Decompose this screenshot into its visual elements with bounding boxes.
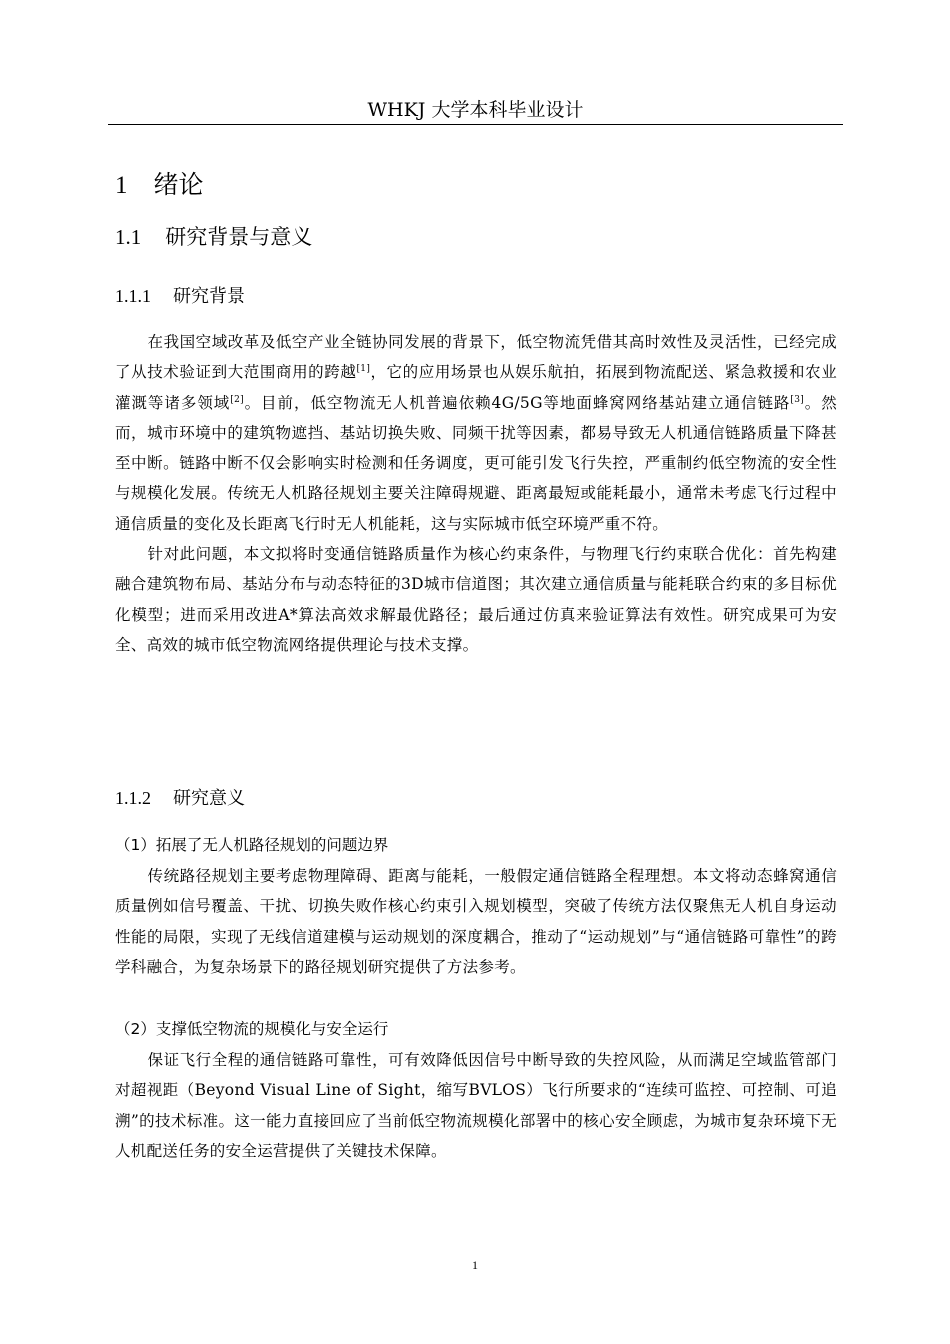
subsection-title: 研究背景	[173, 286, 245, 307]
page-number: 1	[472, 1258, 478, 1272]
significance-item-1-title: （1）拓展了无人机路径规划的问题边界	[115, 836, 389, 854]
chapter-title: 绪论	[153, 170, 204, 199]
text-run: ，它的应用场景也从娱乐航拍，拓展到物流配送、紧急救援和农业灌溉等诸多领域	[115, 363, 837, 412]
background-paragraph-2: 针对此问题，本文拟将时变通信链路质量作为核心约束条件，与物理飞行约束联合优化：首先构建融合建筑物布局、基站分布与动态特征的3D城市信道图；其次建立通信质量与能耗联合约束的多目标优化模型；进而采用改进A*算法高效求解最优路径；最后通过仿真来验证算法有效性。研究成果可为安全、高效的城市低空物流网络提供理论与技术支撑。	[115, 545, 837, 654]
header-rule	[108, 124, 843, 125]
citation-1: [1]	[356, 364, 371, 375]
subsection-number: 1.1.2	[115, 788, 151, 808]
chapter-heading	[115, 168, 204, 203]
section-title: 研究背景与意义	[165, 225, 313, 249]
significance-item-2-title: （2）支撑低空物流的规模化与安全运行	[115, 1020, 389, 1038]
subsection-number: 1.1.1	[115, 286, 151, 306]
section-number: 1.1	[115, 225, 142, 249]
citation-2: [2]	[230, 394, 244, 405]
background-body	[115, 327, 837, 660]
text-run: 。目前，低空物流无人机普遍依赖4G/5G等地面蜂窝网络基站建立通信链路	[243, 393, 791, 412]
subsection-heading-background	[115, 282, 245, 311]
background-paragraph-1	[115, 327, 837, 539]
text-run: 在我国空域改革及低空产业全链协同发展的背景下，低空物流凭借其高时效性及灵活性，已经完成了从技术验证到大范围商用的跨越	[115, 333, 837, 382]
text-run: 。然而，城市环境中的建筑物遮挡、基站切换失败、同频干扰等因素，都易导致无人机通信链路质量下降甚至中断。链路中断不仅会影响实时检测和任务调度，更可能引发飞行失控，严重制约低空物流的安全性与规模化发展。传统无人机路径规划主要关注障碍规避、距离最短或能耗最小，通常未考虑飞行过程中通信质量的变化及长距离飞行时无人机能耗，这与实际城市低空环境严重不符。	[115, 393, 837, 533]
significance-paragraph-2: 保证飞行全程的通信链路可靠性，可有效降低因信号中断导致的失控风险，从而满足空域监管部门对超视距（Beyond Visual Line of Sight，缩写BVLOS）飞行所要求的“连续可监控、可控制、可追溯”的技术标准。这一能力直接回应了当前低空物流规模化部署中的核心安全顾虑，为城市复杂环境下无人机配送任务的安全运营提供了关键技术保障。	[115, 1051, 837, 1160]
subsection-title: 研究意义	[173, 788, 245, 809]
significance-item-2-body	[115, 1045, 837, 1166]
subsection-heading-significance	[115, 784, 245, 813]
section-heading	[115, 222, 312, 252]
significance-item-1-body	[115, 861, 837, 982]
significance-paragraph-1: 传统路径规划主要考虑物理障碍、距离与能耗，一般假定通信链路全程理想。本文将动态蜂窝通信质量例如信号覆盖、干扰、切换失败作核心约束引入规划模型，突破了传统方法仅聚焦无人机自身运动性能的局限，实现了无线信道建模与运动规划的深度耦合，推动了“运动规划”与“通信链路可靠性”的跨学科融合，为复杂场景下的路径规划研究提供了方法参考。	[115, 867, 837, 976]
citation-3: [3]	[790, 394, 805, 405]
page-header: WHKJ 大学本科毕业设计	[367, 99, 584, 121]
chapter-number: 1	[115, 172, 128, 199]
